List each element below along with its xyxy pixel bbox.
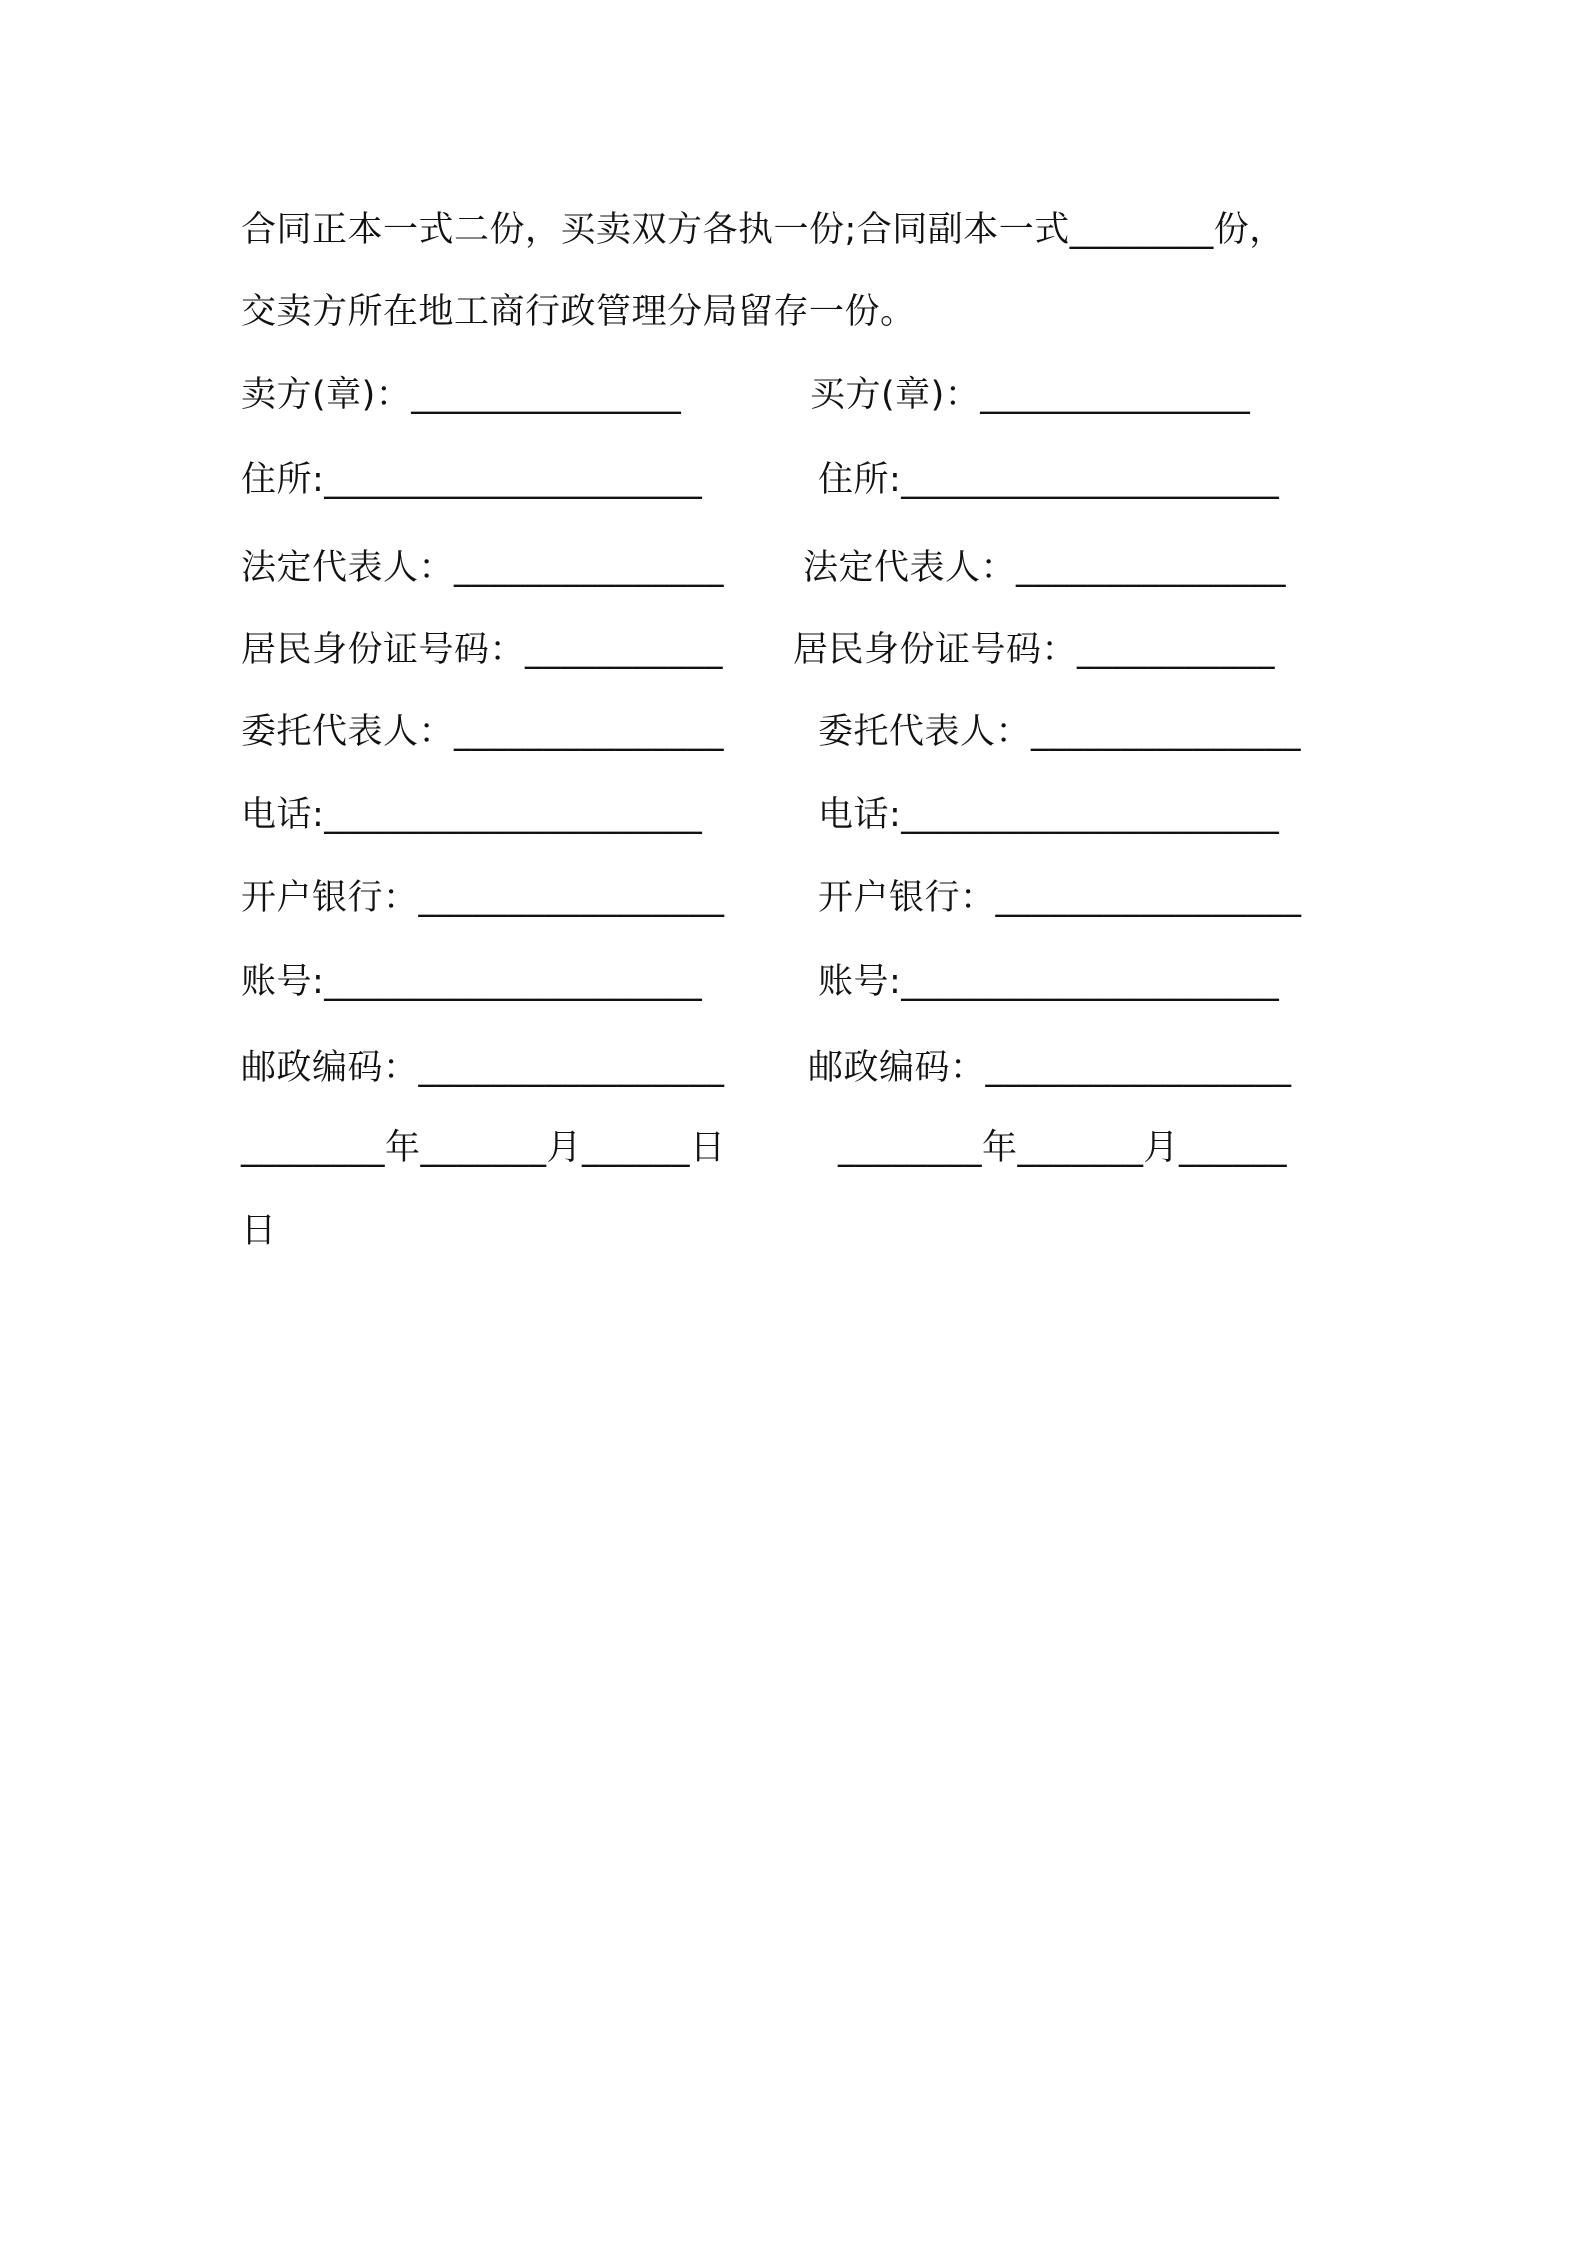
buyer-id-number-field: 居民身份证号码：___________ xyxy=(793,630,1276,670)
copies-clause-line-1: 合同正本一式二份，买卖双方各执一份;合同副本一式________份， xyxy=(241,210,1285,250)
seller-postcode-field: 邮政编码：_________________ xyxy=(241,1048,725,1088)
copies-clause-line-2: 交卖方所在地工商行政管理分局留存一份。 xyxy=(241,292,916,332)
buyer-seal-field: 买方(章)：_______________ xyxy=(810,375,1251,415)
seller-seal-field: 卖方(章)：_______________ xyxy=(241,375,682,415)
seller-phone-field: 电话:_____________________ xyxy=(241,795,703,835)
seller-bank-field: 开户银行：_________________ xyxy=(241,878,725,918)
seller-id-number-field: 居民身份证号码：___________ xyxy=(241,630,724,670)
seller-agent-field: 委托代表人：_______________ xyxy=(241,712,725,752)
buyer-agent-field: 委托代表人：_______________ xyxy=(818,712,1302,752)
buyer-bank-field: 开户银行：_________________ xyxy=(818,878,1302,918)
buyer-date-day-wrap: 日 xyxy=(241,1211,277,1251)
buyer-address-field: 住所:_____________________ xyxy=(818,460,1280,500)
buyer-phone-field: 电话:_____________________ xyxy=(818,795,1280,835)
seller-address-field: 住所:_____________________ xyxy=(241,460,703,500)
buyer-date-field: ________年_______月______ xyxy=(838,1128,1288,1168)
seller-legal-rep-field: 法定代表人：_______________ xyxy=(241,548,725,588)
buyer-legal-rep-field: 法定代表人：_______________ xyxy=(803,548,1287,588)
buyer-account-field: 账号:_____________________ xyxy=(818,962,1280,1002)
seller-date-field: ________年_______月______日 xyxy=(241,1128,726,1168)
buyer-postcode-field: 邮政编码：_________________ xyxy=(808,1048,1292,1088)
seller-account-field: 账号:_____________________ xyxy=(241,962,703,1002)
